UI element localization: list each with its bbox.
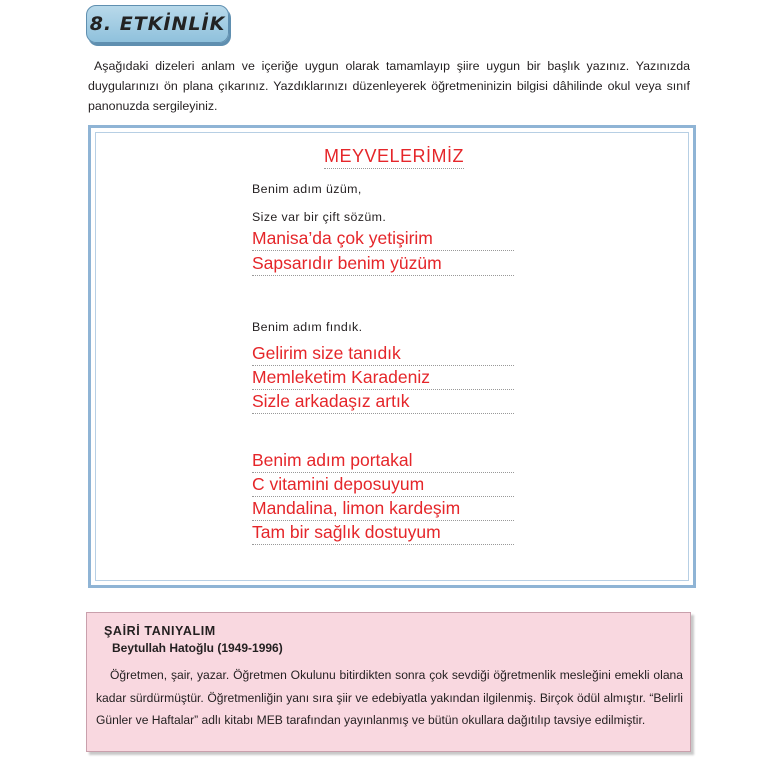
activity-title: 8. ETKİNLİK <box>89 13 226 35</box>
poem-line-handwritten: Mandalina, limon kardeşim <box>252 497 514 521</box>
poem-line-handwritten: Tam bir sağlık dostuyum <box>252 521 514 545</box>
poet-biography: Öğretmen, şair, yazar. Öğretmen Okulunu bitirdikten sonra çok sevdiği öğretmenlik mesleğini emekli olana kadar sürdürmüştür. Öğretmenliğin yanı sıra şiir ve edebiyatla yakından ilgilenmiş. Birçok ödül almıştır. “Belirli Günler ve Haftalar” adlı kitabı MEB tarafından yayınlanmış ve bütün okullara dağıtılıp tavsiye edilmiştir. <box>96 668 683 727</box>
poem-title: MEYVELERİMİZ <box>324 146 464 169</box>
poem-line-handwritten: Gelirim size tanıdık <box>252 342 514 366</box>
poem-line-printed: Benim adım fındık. <box>252 320 363 334</box>
poem-line-printed: Benim adım üzüm, <box>252 182 362 196</box>
poem-line-handwritten: Manisa’da çok yetişirim <box>252 227 514 251</box>
poem-line-handwritten: Memleketim Karadeniz <box>252 366 514 390</box>
activity-badge <box>86 5 229 43</box>
instructions-text: Aşağıdaki dizeleri anlam ve içeriğe uygun olarak tamamlayıp şiire uygun bir başlık yazınız. Yazınızda duygularınızı ön plana çıkarınız. Yazdıklarınızı düzenleyerek öğretmeninizin bilgisi dâhilinde okul veya sınıf panonuzda sergileyiniz. <box>88 59 690 113</box>
poem-line-handwritten: Sapsarıdır benim yüzüm <box>252 252 514 276</box>
poem-line-handwritten: Benim adım portakal <box>252 449 514 473</box>
poem-line-handwritten: C vitamini deposuyum <box>252 473 514 497</box>
poet-name: Beytullah Hatoğlu (1949-1996) <box>112 641 283 655</box>
poet-section-heading: ŞAİRİ TANIYALIM <box>104 624 216 638</box>
poem-line-printed: Size var bir çift sözüm. <box>252 210 387 224</box>
poem-line-handwritten: Sizle arkadaşız artık <box>252 390 514 414</box>
